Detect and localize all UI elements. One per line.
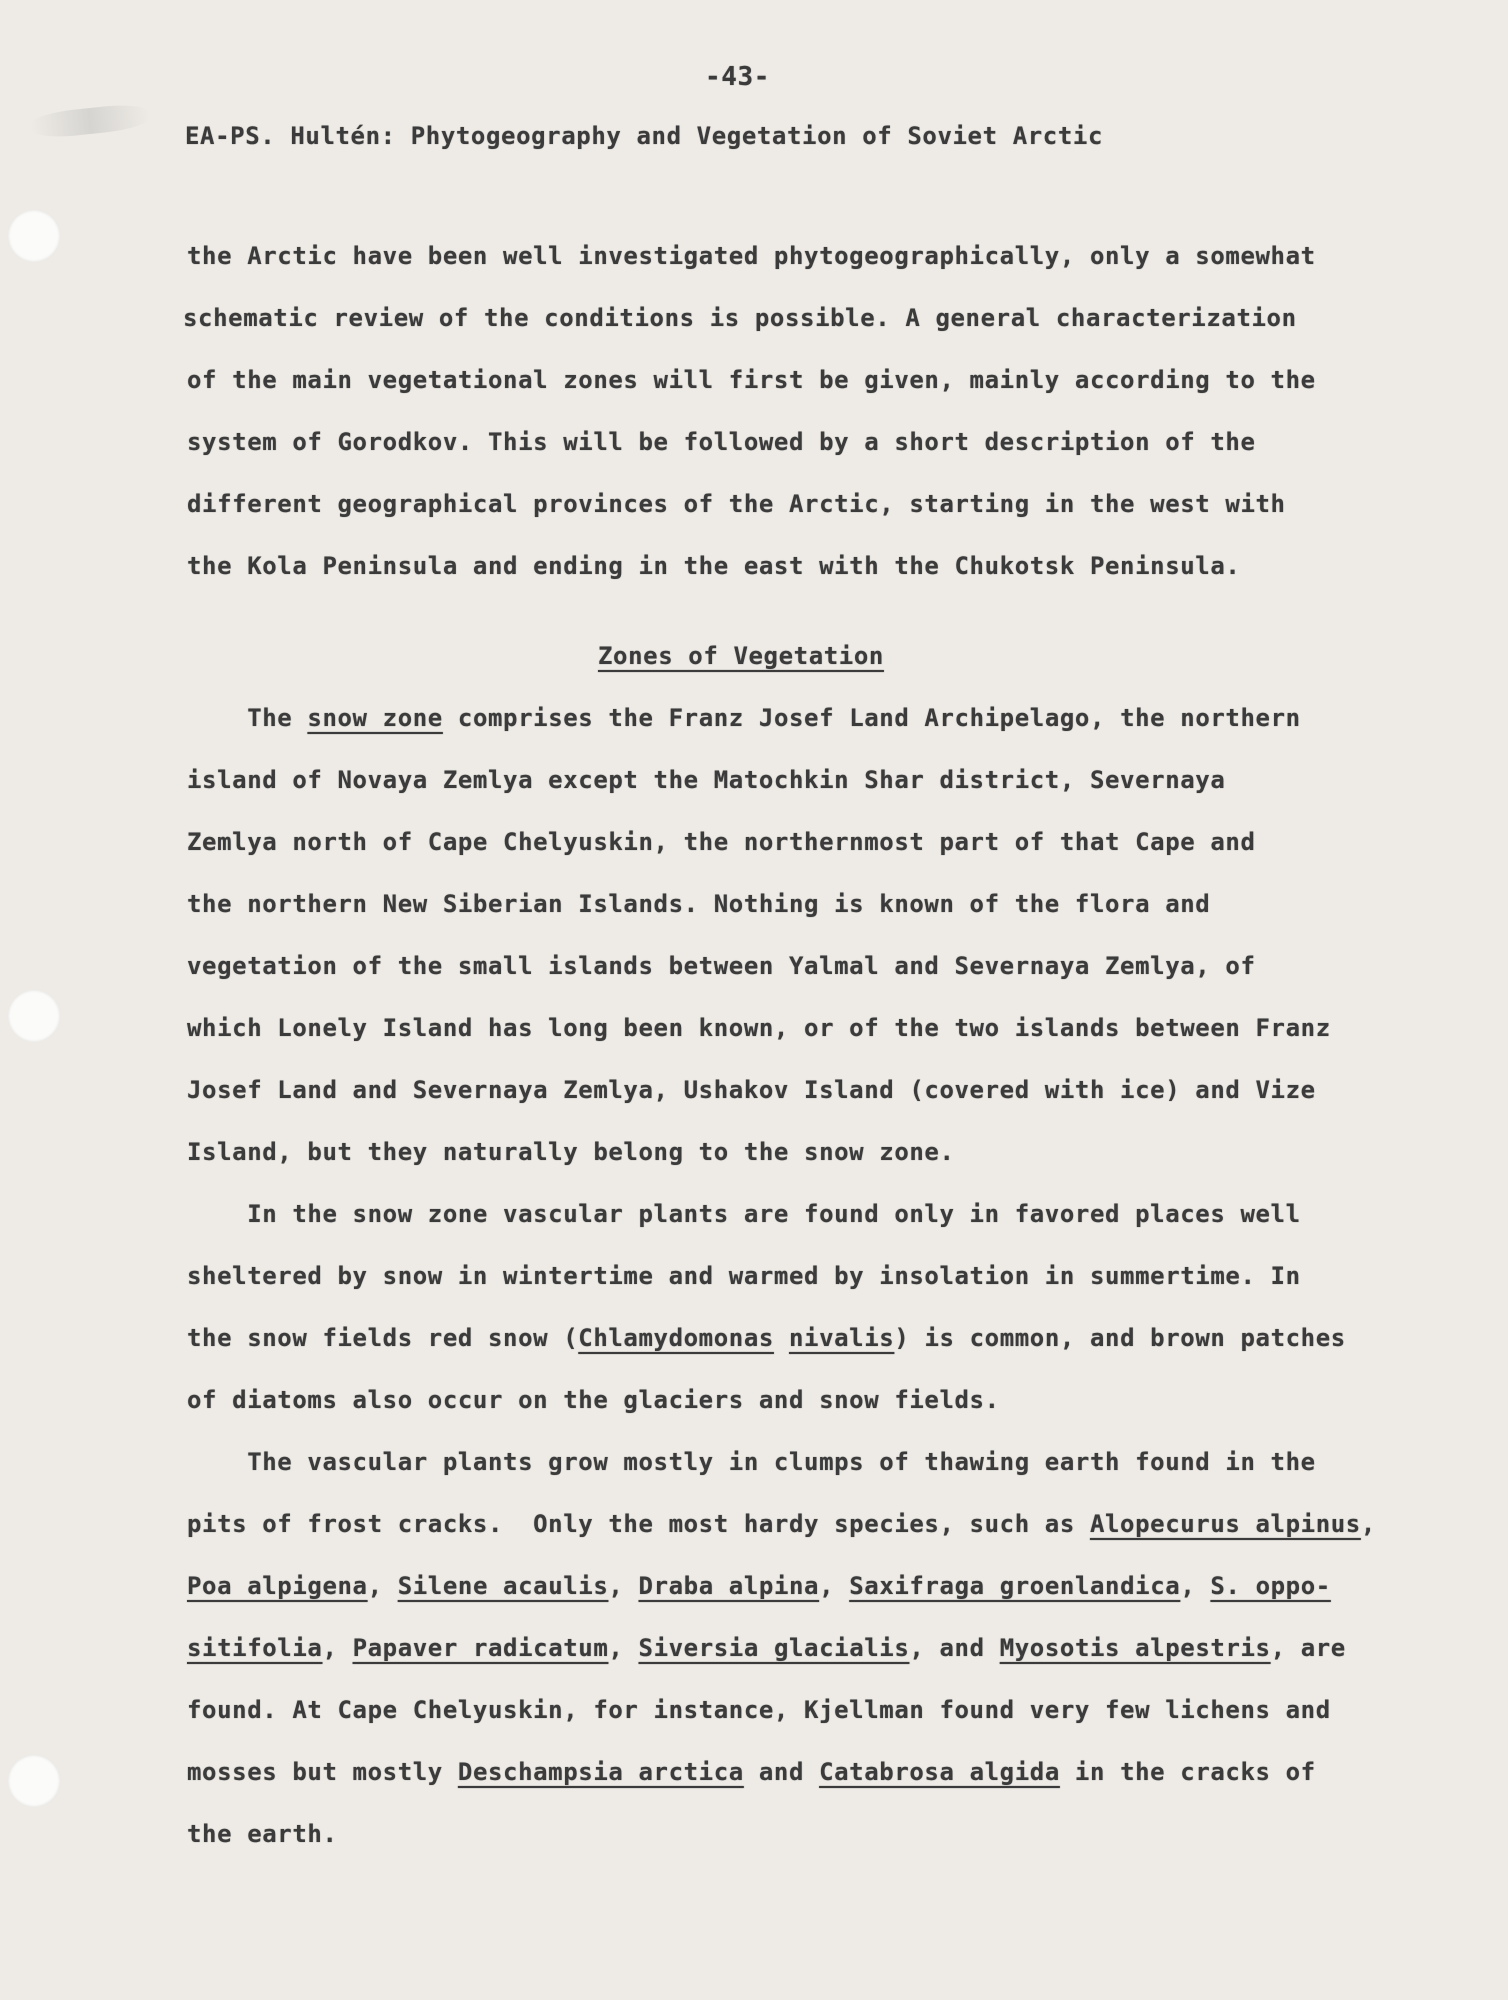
term-snow-zone: snow zone [307,704,443,732]
text-line: different geographical provinces of the Arctic, starting in the west with [187,490,1286,518]
text-line: Island, but they naturally belong to the snow zone. [187,1138,955,1166]
text-line: Zemlya north of Cape Chelyuskin, the northernmost part of that Cape and [187,828,1256,856]
species-name: Deschampsia arctica [457,1758,744,1786]
species-name: Siversia glacialis [638,1634,910,1662]
text-line: system of Gorodkov. This will be followed by a short description of the [187,428,1256,456]
species-name: Silene acaulis [397,1572,609,1600]
text-line: Josef Land and Severnaya Zemlya, Ushakov Island (covered with ice) and Vize [187,1076,1316,1104]
text-line: the earth. [187,1820,338,1848]
text-line: mosses but mostly Deschampsia arctica and Catabrosa algida in the cracks of [187,1758,1316,1786]
text-line: the snow fields red snow (Chlamydomonas nivalis) is common, and brown patches [187,1324,1346,1352]
text-line: The snow zone comprises the Franz Josef Land Archipelago, the northern [187,704,1301,732]
punch-hole [8,990,60,1042]
section-heading: Zones of Vegetation [598,642,884,670]
species-name: Catabrosa algida [819,1758,1060,1786]
species-name: Myosotis alpestris [999,1634,1271,1662]
running-header: EA-PS. Hultén: Phytogeography and Vegetation of Soviet Arctic [185,122,1104,150]
text-line: of the main vegetational zones will first be given, mainly according to the [187,366,1316,394]
species-name: Alopecurus alpinus [1089,1510,1361,1538]
text-line: of diatoms also occur on the glaciers and snow fields. [187,1386,1000,1414]
species-name: Poa alpigena [187,1572,368,1600]
text-line: pits of frost cracks. Only the most hardy species, such as Alopecurus alpinus, [187,1510,1376,1538]
text-line: schematic review of the conditions is possible. A general characterization [183,304,1297,332]
species-name: Saxifraga groenlandica [849,1572,1181,1600]
text-line: sitifolia, Papaver radicatum, Siversia glacialis, and Myosotis alpestris, are [187,1634,1346,1662]
punch-hole [8,1755,60,1807]
text-line: The vascular plants grow mostly in clumps of thawing earth found in the [187,1448,1316,1476]
text-line: the Kola Peninsula and ending in the east with the Chukotsk Peninsula. [187,552,1241,580]
text-line: the Arctic have been well investigated phytogeographically, only a somewhat [187,242,1316,270]
text-line: In the snow zone vascular plants are found only in favored places well [187,1200,1301,1228]
text-line: island of Novaya Zemlya except the Matochkin Shar district, Severnaya [187,766,1226,794]
punch-hole [8,210,60,262]
text-line: which Lonely Island has long been known, or of the two islands between Franz [187,1014,1331,1042]
text-line: found. At Cape Chelyuskin, for instance, Kjellman found very few lichens and [187,1696,1331,1724]
page-number: -43- [705,62,771,92]
species-name: nivalis [788,1324,895,1352]
text-line: vegetation of the small islands between Yalmal and Severnaya Zemlya, of [187,952,1256,980]
text-line: the northern New Siberian Islands. Nothing is known of the flora and [187,890,1211,918]
text-line: Poa alpigena, Silene acaulis, Draba alpina, Saxifraga groenlandica, S. oppo- [187,1572,1331,1600]
species-name: Chlamydomonas [578,1324,774,1352]
ink-smudge [29,102,151,140]
species-name: sitifolia [187,1634,323,1662]
species-name: Draba alpina [638,1572,820,1600]
species-name: S. oppo- [1210,1572,1331,1600]
text-line: sheltered by snow in wintertime and warmed by insolation in summertime. In [187,1262,1301,1290]
species-name: Papaver radicatum [352,1634,609,1662]
